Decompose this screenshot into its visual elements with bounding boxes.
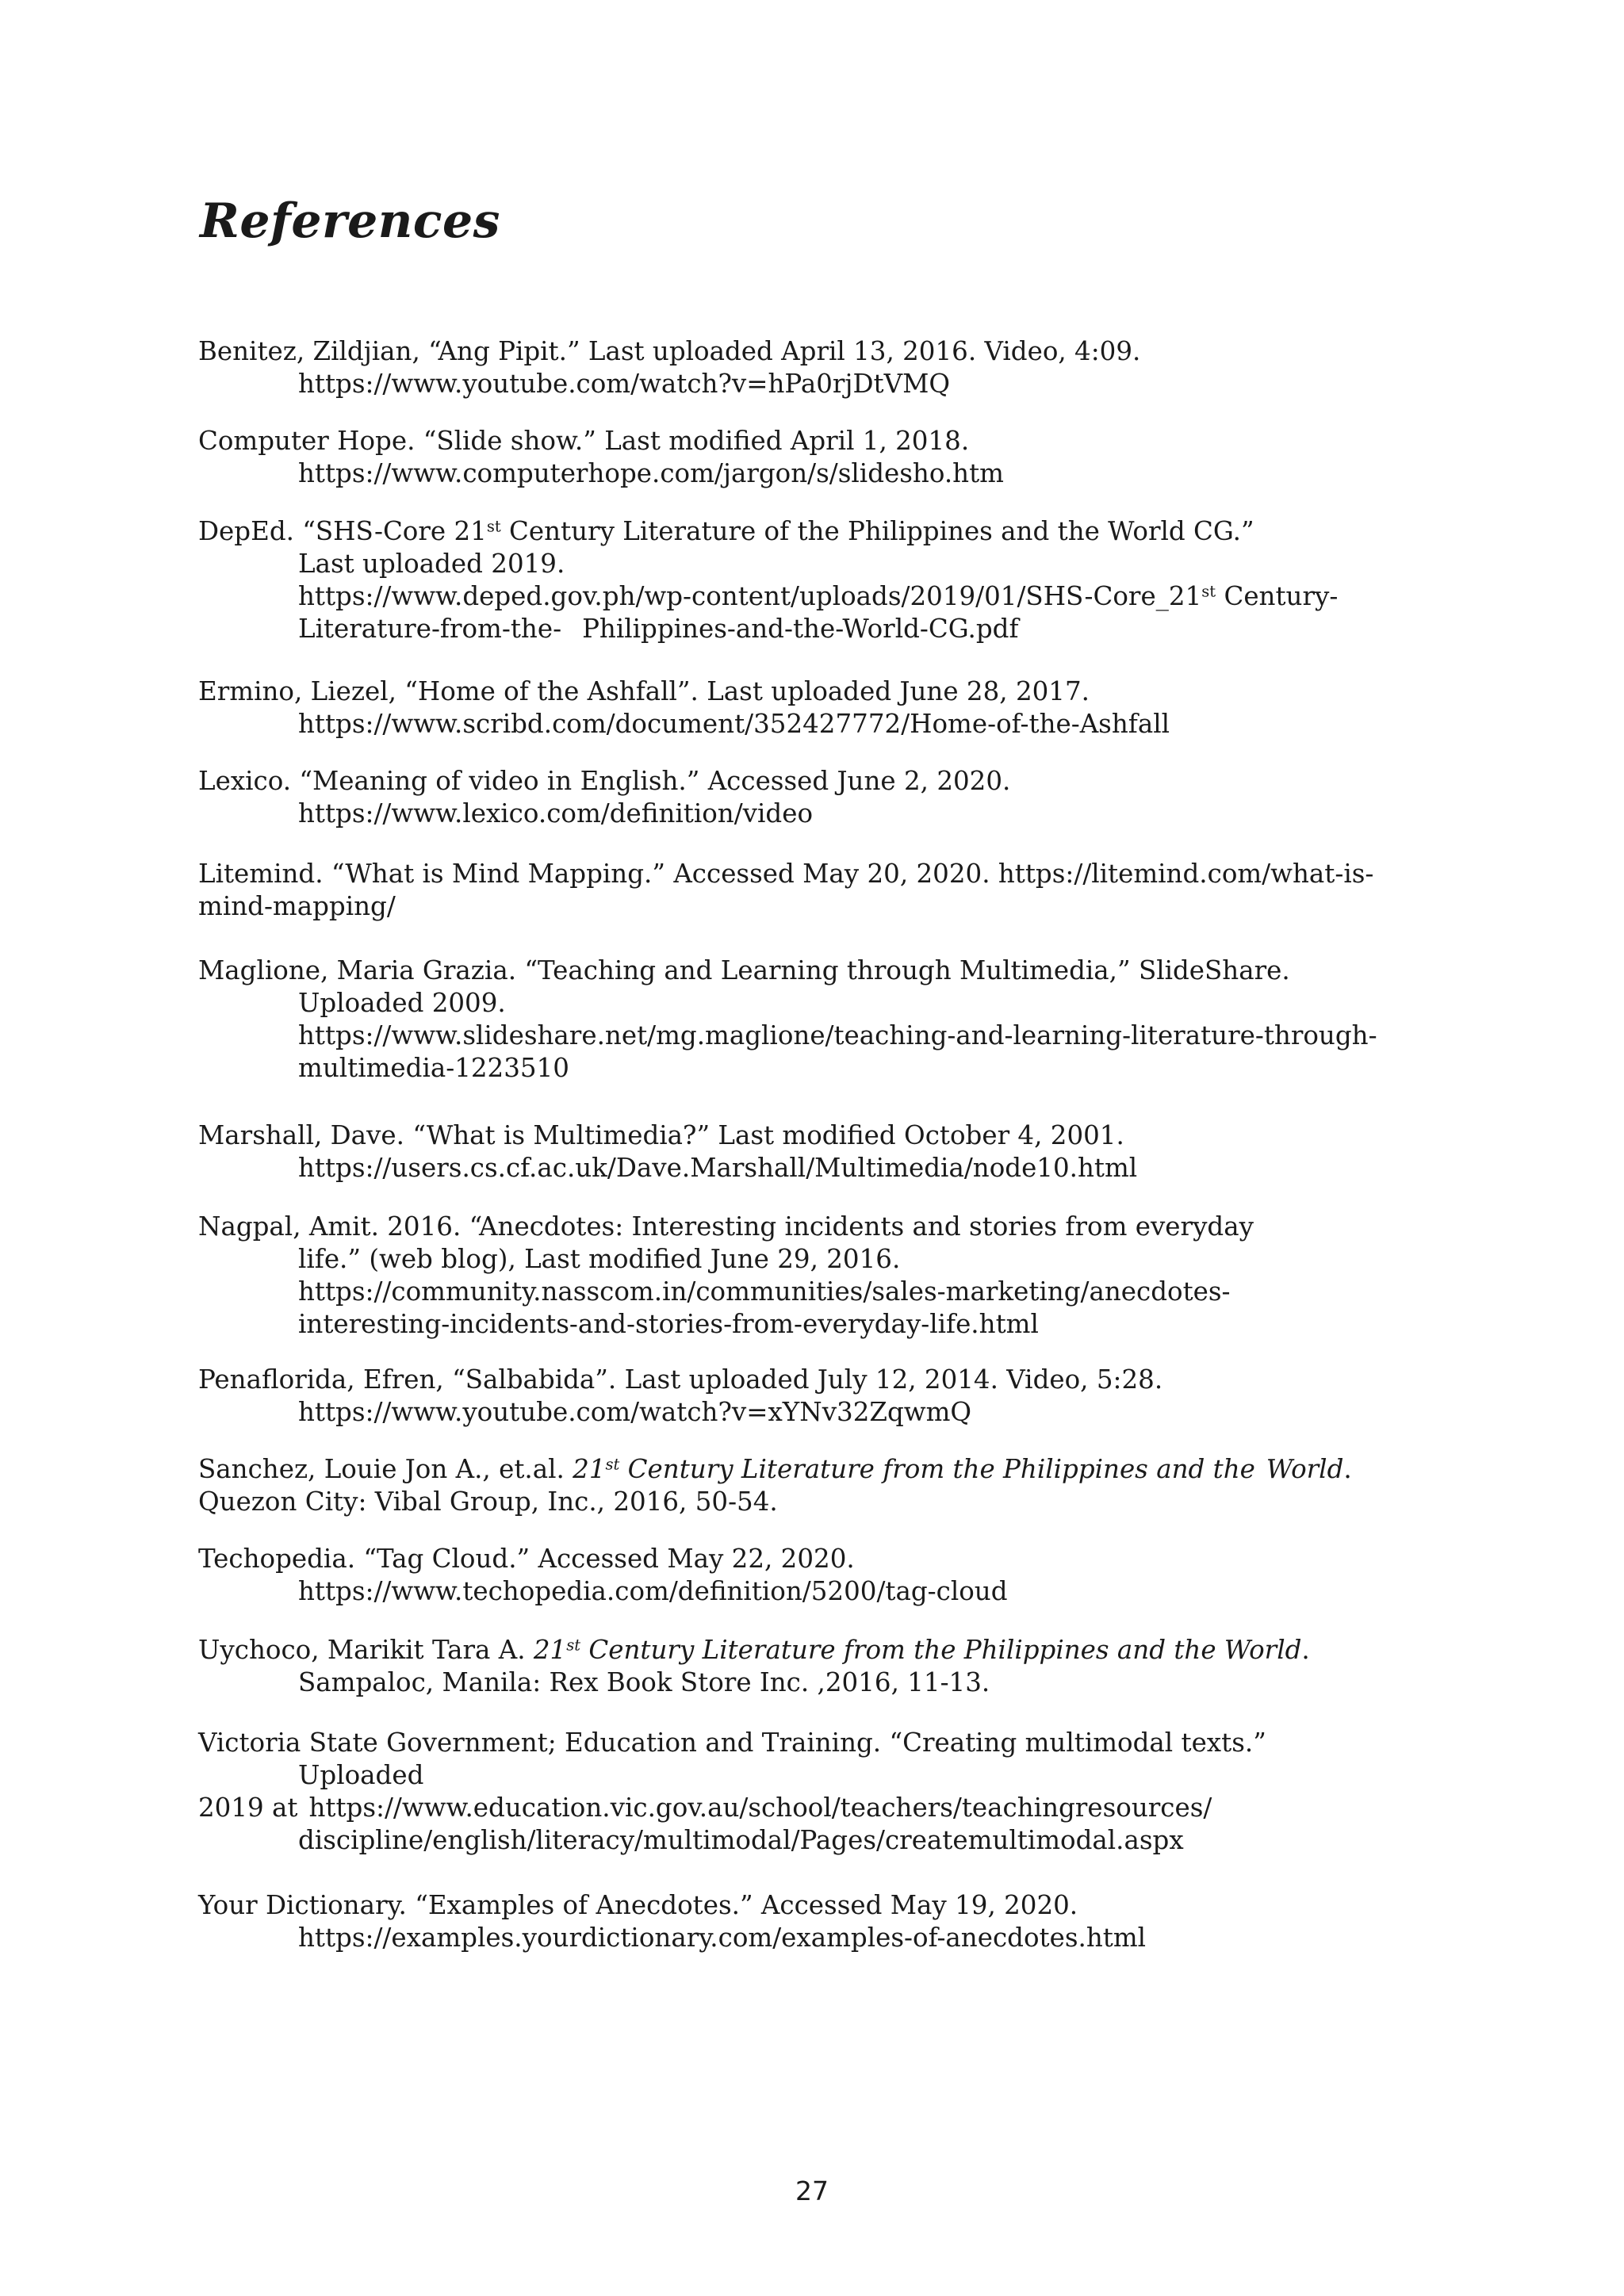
- reference-entry: [198, 335, 1140, 400]
- reference-url[interactable]: https://www.deped.gov.ph/wp-content/uploads/2019/01/SHS-Core_21st Century-: [298, 581, 1339, 611]
- reference-url[interactable]: https://examples.yourdictionary.com/examples-of-anecdotes.html: [298, 1923, 1147, 1953]
- reference-entry: [198, 515, 1338, 645]
- reference-entry: [198, 955, 1377, 1085]
- reference-line: DepEd. “SHS-Core 21st Century Literature of the Philippines and the World CG.”: [198, 516, 1254, 546]
- reference-line: Ermino, Liezel, “Home of the Ashfall”. Last uploaded June 28, 2017.: [198, 676, 1090, 706]
- reference-entry: [198, 1119, 1137, 1184]
- reference-line: Litemind. “What is Mind Mapping.” Accessed May 20, 2020. https://litemind.com/what-is-: [198, 859, 1374, 889]
- reference-entry: [198, 1543, 1008, 1608]
- reference-line: Last uploaded 2019.: [298, 549, 565, 579]
- reference-line: life.” (web blog), Last modified June 29, 2016.: [298, 1244, 901, 1274]
- reference-line: Nagpal, Amit. 2016. “Anecdotes: Interesting incidents and stories from everyday: [198, 1211, 1254, 1242]
- reference-line: Sanchez, Louie Jon A., et.al. 21st Century Literature from the Philippines and the World.: [198, 1454, 1352, 1484]
- reference-entry: [198, 1364, 1162, 1429]
- reference-entry: [198, 858, 1373, 923]
- reference-url[interactable]: 2019 at https://www.education.vic.gov.au/school/teachers/teachingresources/: [198, 1793, 1212, 1823]
- reference-line: Sampaloc, Manila: Rex Book Store Inc. ,2016, 11-13.: [298, 1667, 990, 1697]
- reference-url[interactable]: mind-mapping/: [198, 891, 396, 921]
- reference-url[interactable]: https://www.slideshare.net/mg.maglione/teaching-and-learning-literature-through-: [298, 1020, 1377, 1050]
- reference-url[interactable]: discipline/english/literacy/multimodal/Pages/createmultimodal.aspx: [298, 1825, 1184, 1855]
- reference-url[interactable]: https://www.lexico.com/definition/video: [298, 798, 814, 828]
- reference-url[interactable]: Literature-from-the- Philippines-and-the-World-CG.pdf: [298, 614, 1019, 644]
- reference-url[interactable]: https://www.computerhope.com/jargon/s/slidesho.htm: [298, 458, 1004, 488]
- page-number: 27: [795, 2175, 829, 2206]
- reference-line: Quezon City: Vibal Group, Inc., 2016, 50-54.: [198, 1487, 778, 1517]
- reference-url[interactable]: https://www.youtube.com/watch?v=hPa0rjDtVMQ: [298, 369, 950, 399]
- reference-url[interactable]: https://www.techopedia.com/definition/5200/tag-cloud: [298, 1576, 1008, 1606]
- reference-entry: [198, 1727, 1266, 1857]
- reference-line: Your Dictionary. “Examples of Anecdotes.” Accessed May 19, 2020.: [198, 1890, 1078, 1920]
- reference-entry: [198, 1889, 1146, 1954]
- reference-url[interactable]: interesting-incidents-and-stories-from-everyday-life.html: [298, 1309, 1039, 1339]
- reference-line: Benitez, Zildjian, “Ang Pipit.” Last uploaded April 13, 2016. Video, 4:09.: [198, 336, 1141, 366]
- reference-line: Techopedia. “Tag Cloud.” Accessed May 22, 2020.: [198, 1544, 855, 1574]
- reference-line: Lexico. “Meaning of video in English.” Accessed June 2, 2020.: [198, 766, 1011, 796]
- reference-url[interactable]: multimedia-1223510: [298, 1053, 569, 1083]
- reference-url[interactable]: https://community.nasscom.in/communities/sales-marketing/anecdotes-: [298, 1276, 1231, 1307]
- reference-line: Marshall, Dave. “What is Multimedia?” Last modified October 4, 2001.: [198, 1120, 1124, 1150]
- reference-entry: [198, 1634, 1310, 1699]
- reference-line: Maglione, Maria Grazia. “Teaching and Learning through Multimedia,” SlideShare.: [198, 955, 1290, 985]
- reference-line: Uploaded: [298, 1760, 424, 1790]
- reference-line: Victoria State Government; Education and Training. “Creating multimodal texts.”: [198, 1728, 1266, 1758]
- reference-url[interactable]: https://www.youtube.com/watch?v=xYNv32ZqwmQ: [298, 1397, 972, 1427]
- reference-entry: [198, 425, 1004, 490]
- reference-url[interactable]: https://users.cs.cf.ac.uk/Dave.Marshall/Multimedia/node10.html: [298, 1153, 1138, 1183]
- page-title: References: [200, 193, 500, 249]
- reference-line: Uploaded 2009.: [298, 988, 506, 1018]
- reference-line: Penaflorida, Efren, “Salbabida”. Last uploaded July 12, 2014. Video, 5:28.: [198, 1364, 1163, 1395]
- reference-line: Computer Hope. “Slide show.” Last modified April 1, 2018.: [198, 426, 970, 456]
- reference-entry: [198, 1453, 1352, 1518]
- reference-entry: [198, 765, 1010, 830]
- reference-entry: [198, 675, 1170, 740]
- reference-entry: [198, 1211, 1254, 1341]
- reference-url[interactable]: https://www.scribd.com/document/352427772/Home-of-the-Ashfall: [298, 709, 1170, 739]
- reference-line: Uychoco, Marikit Tara A. 21st Century Literature from the Philippines and the World.: [198, 1635, 1310, 1665]
